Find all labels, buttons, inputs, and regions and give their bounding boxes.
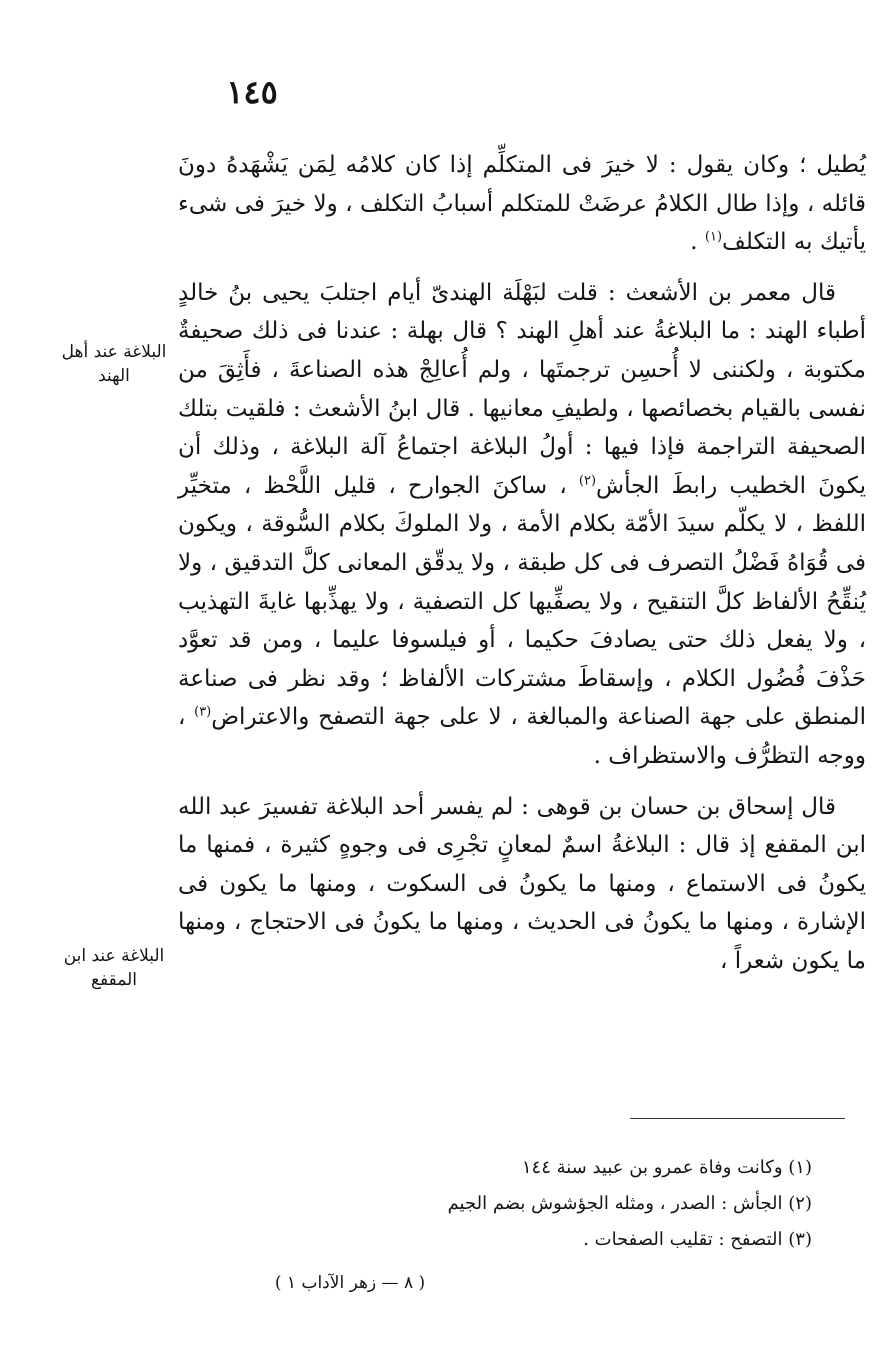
paragraph-2-middle: ، ساكنَ الجوارح ، قليل اللَّحْظ ، متخيِّر اللفظ ، لا يكلّم سيدَ الأمّة بكلام الأمة ، ولا الملوكَ بكلام السُّوقة ، ويكون فى قُوَاهُ فَضْلُ التصرف فى كل طبقة ، ولا يدقّق المعانى كلَّ التدقيق ، ولا يُنقِّحُ الألفاظ كلَّ التنقيح ، ولا يصفِّيها كل التصفية ، ولا يهذِّبها غايةَ التهذيب ، ولا يفعل ذلك حتى يصادفَ حكيما ، أو فيلسوفا عليما ، ومن قد تعوَّد حَذْفَ فُضُول الكلام ، وإسقاطَ مشتركات الألفاظ ؛ وقد نظر فى صناعة المنطق على جهة الصناعة والمبالغة ، لا على جهة التصفح والاعتراض [178, 472, 867, 731]
footnote-2: (٢) الجأش : الصدر ، ومثله الجؤشوش بضم الجيم [447, 1193, 812, 1214]
paragraph-3 [178, 788, 866, 981]
footnote-reference-1: (١) [704, 229, 723, 245]
paragraph-3-text: قال إسحاق بن حسان بن قوهى : لم يفسر أحد البلاغة تفسيرَ عبد الله ابن المقفع إذ قال : البلاغةُ اسمٌ لمعانٍ تجْرِى فى وجوهٍ كثيرة ، فمنها ما يكونُ فى الاستماع ، ومنها ما يكونُ فى السكوت ، ومنها ما يكون فى الإشارة ، ومنها ما يكونُ فى الحديث ، ومنها ما يكونُ فى الاحتجاج ، ومنها ما يكون شعراً ، [178, 793, 866, 974]
main-text-body [178, 146, 866, 980]
footnote-divider [630, 1118, 845, 1119]
footnote-reference-3: (٣) [194, 704, 212, 720]
paragraph-2-text: قال معمر بن الأشعث : قلت لبَهْلَة الهندىّ أيام اجتلبَ يحيى بنُ خالدٍ أطباء الهند : ما البلاغةُ عند أهلِ الهند ؟ قال بهلة : عندنا فى ذلك صحيفةٌ مكتوبة ، ولكننى لا أُحسِن ترجمتَها ، ولم أُعالِجْ هذه الصناعةَ ، فأَثِقَ من نفسى بالقيام بخصائصها ، ولطيفِ معانيها . قال ابنُ الأشعث : فلقيت بتلك الصحيفة التراجمة فإذا فيها : أولُ البلاغة اجتماعُ آلة البلاغة ، وذلك أن يكونَ الخطيب رابطَ الجأش [178, 279, 866, 499]
footnotes [300, 1150, 812, 1258]
paragraph-2 [178, 274, 866, 776]
margin-note-india: البلاغة عند أهل الهند [61, 342, 167, 386]
footnote-1: (١) وكانت وفاة عمرو بن عبيد سنة ١٤٤ [521, 1157, 812, 1178]
footnote-reference-2: (٢) [578, 473, 597, 489]
page-number: ١٤٥ [226, 73, 278, 111]
paragraph-1-text: يُطيل ؛ وكان يقول : لا خيرَ فى المتكلِّم إذا كان كلامُه لِمَن يَشْهَدهُ دونَ قائله ، وإذا طال الكلامُ عرضَتْ للمتكلم أسبابُ التكلف ، ولا خيرَ فى شىء يأتيك به التكلف [178, 152, 866, 256]
paragraph-2-tail: ، ووجه التظرُّف والاستظراف . [178, 704, 866, 769]
paragraph-1 [178, 146, 866, 262]
paragraph-1-tail: . [690, 229, 705, 256]
margin-note-ibn-muqaffa: البلاغة عند ابن المقفع [63, 946, 165, 990]
footnote-3: (٣) التصفح : تقليب الصفحات . [583, 1229, 812, 1250]
page-signature: ( ٨ — زهر الآداب ١ ) [274, 1273, 426, 1293]
